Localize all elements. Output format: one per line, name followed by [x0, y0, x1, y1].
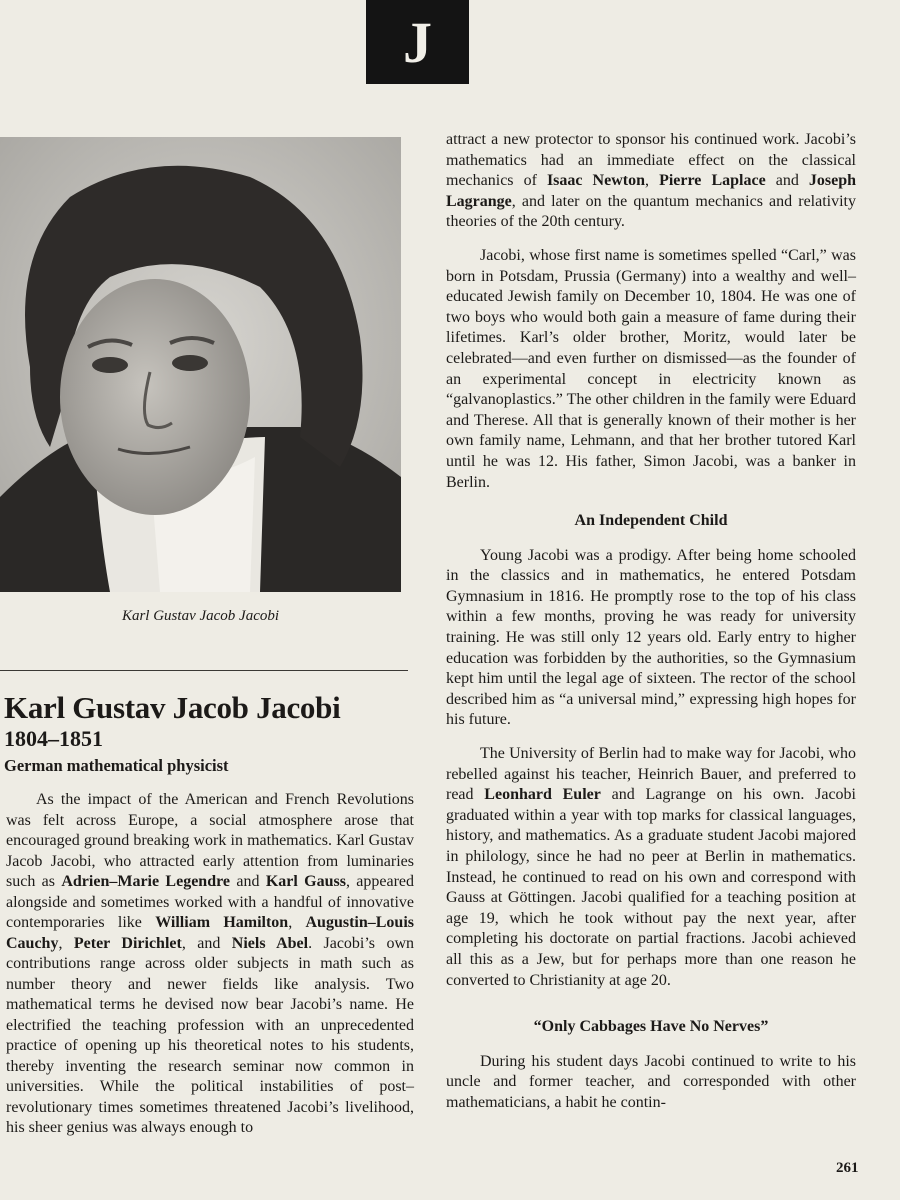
entry-dates: 1804–1851 [4, 726, 103, 751]
section-letter: J [403, 9, 432, 75]
right-column [446, 130, 856, 1127]
paragraph-3: Young Jacobi was a prodigy. After being home schooled in the classics and in mathematics, he entered Potsdam Gymnasium in 1816. He promptly rose to the top of his class within a few months, proving he was ready for university training. He was still only 12 years old. Early entry to higher education was forbidden by the authorities, so the Gymnasium kept him until the legal age of sixteen. The rector of the school described him as “a universal mind,” expressing high hopes for his future. [446, 546, 856, 729]
paragraph-5: During his student days Jacobi continued to write to his uncle and former teacher, and corresponded with other mathematicians, a habit he contin- [446, 1052, 856, 1111]
entry-name: Karl Gustav Jacob Jacobi [4, 690, 341, 725]
intro-paragraph: As the impact of the American and French Revolutions was felt across Europe, a social atmosphere arose that encouraged ground breaking work in mathematics. Karl Gustav Jacob Jacobi, who attracted early attention from luminaries such as Adrien–Marie Legendre and Karl Gauss, appeared alongside and sometimes worked with a handful of innovative contemporaries like William Hamilton, Augustin–Louis Cauchy, Peter Dirichlet, and Niels Abel. Jacobi’s own contributions range across older subjects in math such as number theory and newer fields like analysis. Two mathematical terms he devised now bear Jacobi’s name. He electrified the teaching profession with an unprecedented practice of opening up his theoretical notes to his students, thereby inventing the research seminar now common in universities. While the political instabilities of post–revolutionary times sometimes threatened Jacobi’s livelihood, his sheer genius was always enough to [6, 791, 415, 1136]
bold-name: Adrien–Marie Legendre [61, 873, 231, 890]
bold-name: Augustin–Louis Cauchy [6, 914, 414, 952]
subheading-independent-child: An Independent Child [574, 512, 728, 530]
bold-name: William Hamilton [155, 914, 289, 931]
bold-name: Leonhard Euler [484, 786, 601, 804]
paragraph-2: Jacobi, whose first name is sometimes spelled “Carl,” was born in Potsdam, Prussia (Germany) into a wealthy and well–educated Jewish family on December 10, 1804. He was one of two boys who would both gain a measure of fame during their lifetimes. Karl’s older brother, Moritz, would later be celebrated—and even further on dismissed—as the founder of an experimental concept in electricity known as “galvanoplastics.” The other children in the family were Eduard and Therese. All that is generally known of their mother is her own family name, Lehmann, and that her brother tutored Karl until he was 12. His father, Simon Jacobi, was a banker in Berlin. [446, 246, 856, 491]
bold-name: Isaac Newton [546, 172, 645, 190]
paragraph-1: attract a new protector to sponsor his continued work. Jacobi’s mathematics had an immediate effect on the classical mechanics of Isaac Newton, Pierre Laplace and Joseph Lagrange, and later on the quantum mechanics and relativity theories of the 20th century. [446, 131, 856, 231]
bold-name: Pierre Laplace [659, 172, 766, 190]
bold-name: Joseph Lagrange [446, 172, 856, 210]
photo-caption: Karl Gustav Jacob Jacobi [121, 608, 280, 624]
portrait-photo [0, 137, 401, 592]
bold-name: Peter Dirichlet [73, 934, 182, 952]
entry-occupation: German mathematical physicist [4, 756, 229, 775]
subheading-only-cabbages: “Only Cabbages Have No Nerves” [533, 1018, 769, 1036]
divider-rule [0, 670, 408, 671]
bold-name: Niels Abel [231, 934, 309, 952]
section-letter-tab [366, 0, 469, 84]
bold-name: Karl Gauss [265, 873, 346, 890]
page-number: 261 [836, 1160, 859, 1176]
portrait-illustration [0, 137, 401, 592]
paragraph-4: The University of Berlin had to make way for Jacobi, who rebelled against his teacher, Heinrich Bauer, and preferred to read Leonhard Euler and Lagrange on his own. Jacobi graduated within a year with top marks for classical languages, history, and mathematics. As a graduate student Jacobi majored in philology, since he had no peer at Berlin in mathematics. Instead, he continued to read on his own and correspond with Gauss at Göttingen. Jacobi qualified for a teaching position at age 19, which he took without pay the next year, after completing his doctorate on partial fractions. Jacobi achieved all this as a Jew, but for perhaps more than one reason he converted to Christianity at age 20. [446, 745, 856, 989]
